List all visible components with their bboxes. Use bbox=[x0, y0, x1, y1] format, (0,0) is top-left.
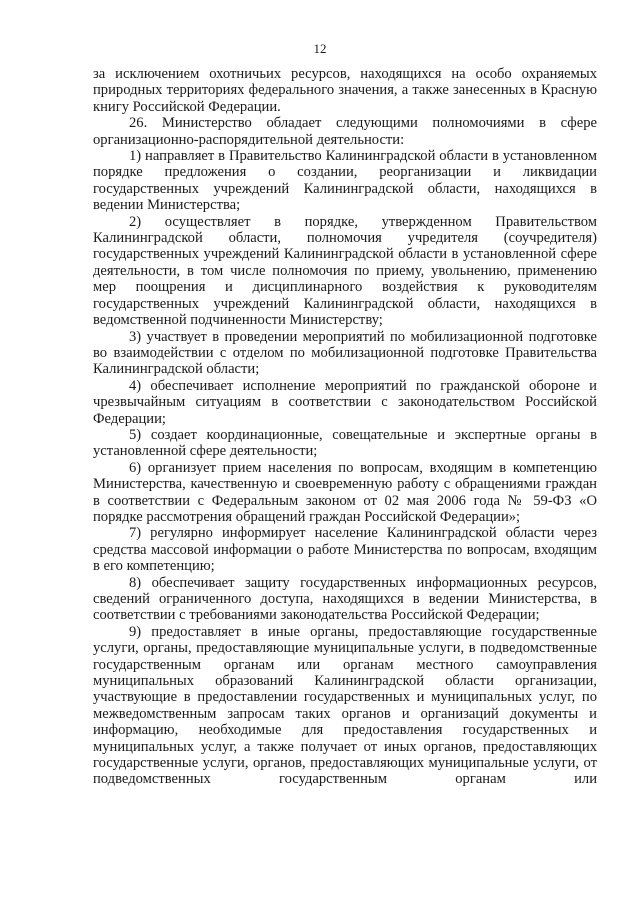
paragraph: 5) создает координационные, совещательные и экспертные органы в установленной сфере деятельности; bbox=[93, 426, 597, 460]
paragraph: 1) направляет в Правительство Калининградской области в установленном порядке предложения о создании, реорганизации и ликвидации государственных учреждений Калининградской области, находящихся в ведении Министерства; bbox=[93, 148, 597, 214]
document-body bbox=[93, 66, 597, 788]
paragraph: 2) осуществляет в порядке, утвержденном Правительством Калининградской области, полномочия учредителя (соучредителя) государственных учреждений Калининградской области в установленной сфере деятельности, в том числе полномочия по приему, увольнению, применению мер поощрения и дисциплинарного воздействия к руководителям государственных учреждений Калининградской области, находящихся в ведомственной подчиненности Министерству; bbox=[93, 213, 597, 329]
paragraph: 7) регулярно информирует население Калининградской области через средства массовой информации о работе Министерства по вопросам, входящим в его компетенцию; bbox=[93, 525, 597, 575]
paragraph: 8) обеспечивает защиту государственных информационных ресурсов, сведений ограниченного доступа, находящихся в ведении Министерства, в соответствии с требованиями законодательства Российской Федерации; bbox=[93, 574, 597, 624]
paragraph: 26. Министерство обладает следующими полномочиями в сфере организационно-распорядительной деятельности: bbox=[93, 115, 597, 148]
paragraph: 9) предоставляет в иные органы, предоставляющие государственные услуги, органы, предоставляющие муниципальные услуги, в подведомственные государственным органам или органам местного самоуправления муниципальных образований Калининградской области организации, участвующие в предоставлении государственных и муниципальных услуг, по межведомственным запросам таких органов и организаций документы и информацию, необходимые для предоставления государственных и муниципальных услуг, а также получает от иных органов, предоставляющих государственные услуги, органов, предоставляющих муниципальные услуги, от подведомственных государственным органам или bbox=[93, 623, 597, 788]
continuation-paragraph: за исключением охотничьих ресурсов, находящихся на особо охраняемых природных территориях федерального значения, а также занесенных в Красную книгу Российской Федерации. bbox=[93, 66, 597, 115]
paragraph: 4) обеспечивает исполнение мероприятий по гражданской обороне и чрезвычайным ситуациям в соответствии с законодательством Российской Федерации; bbox=[93, 377, 597, 427]
page-number: 12 bbox=[313, 41, 327, 56]
paragraph: 3) участвует в проведении мероприятий по мобилизационной подготовке во взаимодействии с отделом по мобилизационной подготовке Правительства Калининградской области; bbox=[93, 328, 597, 378]
paragraph: 6) организует прием населения по вопросам, входящим в компетенцию Министерства, качественную и своевременную работу с обращениями граждан в соответствии с Федеральным законом от 02 мая 2006 года № 59-ФЗ «О порядке рассмотрения обращений граждан Российской Федерации»; bbox=[93, 459, 597, 525]
